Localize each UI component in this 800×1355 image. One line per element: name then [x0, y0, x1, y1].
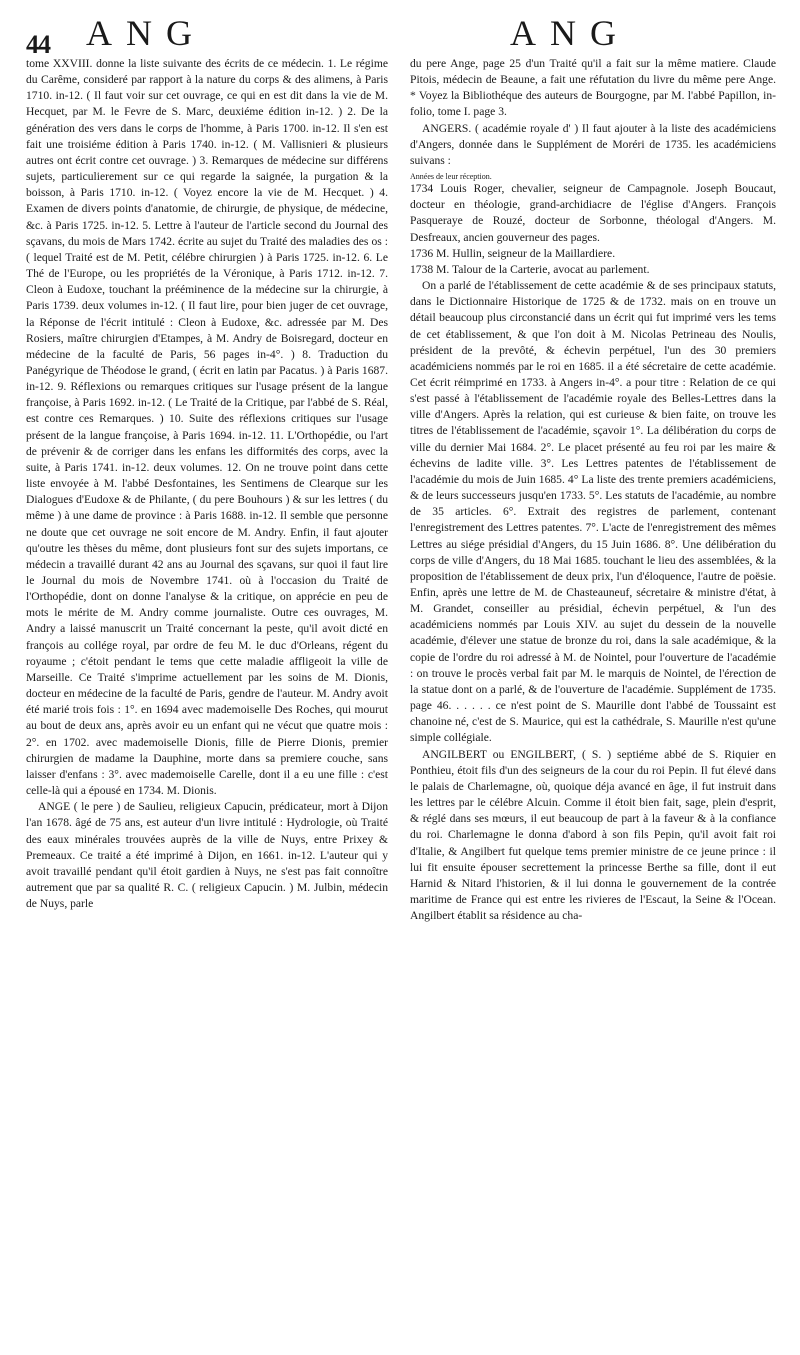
right-paragraph-ange-cont: du pere Ange, page 25 d'un Traité qu'il a fait sur la même matiere. Claude Pitois, médecin de Beaune, a fait une réfutation du livre du même pere Ange. * Voyez la Bibliothéque des auteurs de Bourgogne, par M. l'abbé Papillon, in-folio, tome I. page 3.: [410, 57, 776, 119]
left-paragraph-andry: tome XXVIII. donne la liste suivante des écrits de ce médecin. 1. Le régime du Carême, consideré par rapport à la nature du corps & des alimens, à Paris 1710. in-12. ( Il faut voir sur cet ouvrage, ce qui en est dit dans la vie de M. Hecquet, par M. le Fevre de S. Marc, deuxiéme édition in-12. ) 2. De la génération des vers dans le corps de l'homme, à Paris 1700. in-12. Il s'en est fait une troisiéme édition à Paris 1740. in-12. ( M. Vallisnieri & plusieurs autres ont écrit contre cet ouvrage. ) 3. Remarques de médecine sur différens sujets, particulierement sur ce qui regarde la saignée, la purgation & la boisson, à Paris 1710. in-12. ( Voyez encore la vie de M. Hecquet. ) 4. Examen de divers points d'anatomie, de chirurgie, de physique, de médecine, &c. à Paris 1725. in-12. 5. Lettre à l'auteur de l'article second du Journal des sçavans, du mois de Mars 1742. écrite au sujet du Traité des maladies des os : ( lequel Traité est de M. Petit, célébre chirurgien ) à Paris 1725. in-12. 6. Le Thé de l'Europe, ou les propriétés de la Véronique, à Paris 1712. in-12. 7. Cleon à Eudoxe, touchant la prééminence de la médecine sur la chirurgie, à Paris 1739. deux volumes in-12. ( Il faut lire, pour bien juger de cet ouvrage, la Réponse de l'écrit intitulé : Cleon à Eudoxe, &c. adressée par M. Des Rosiers, maître chirurgien d'Etampes, à M. Andry de Boisregard, docteur en médecine de la faculté de Paris, 56 pages in-4°. ) 8. Traduction du Panégyrique de Théodose le grand, ( écrit en latin par Pacatus. ) à Paris 1687. in-12. 9. Réflexions ou remarques critiques sur l'usage présent de la langue françoise, à Paris 1692. in-12. ( Le Traité de la Critique, par l'abbé de S. Réal, est contre ces Remarques. ) 10. Suite des réflexions critiques sur l'usage présent de la langue françoise, à Paris 1694. in-12. 11. L'Orthopédie, ou l'art de prévenir & de corriger dans les enfans les difformités des corps, avec la suite, à Paris 1741. in-12. deux volumes. 12. On ne trouve point dans cette liste envoyée à M. l'abbé Desfontaines, les Sentimens de Clearque sur les Dialogues d'Eudoxe & de Philante, ( du pere Bouhours ) & sur les lettres ( du même ) à une dame de province : à Paris 1688. in-12. Il semble que personne ne doute que cet ouvrage ne soit encore de M. Andry. Enfin, il faut ajouter qu'outre les thèses du même, dont plusieurs font sur des sujets importans, ce médecin a travaillé durant 42 ans au Journal des sçavans, sur quoi il faut lire le Journal du mois de Novembre 1741. où à l'occasion du Traité de l'Orthopédie, dont on donne l'analyse & la critique, on apprécie en peu de mots le mérite de M. Andry comme journaliste. Outre ces ouvrages, M. Andry a laissé manuscrit un Traité concernant la peste, qu'il avoit dicté en françois au collége royal, par ordre de feu M. le duc d'Orleans, régent du royaume ; c'étoit pendant le tems que cette maladie affligeoit la ville de Marseille. Ce Traité s'imprime actuellement par les soins de M. Dionis, docteur en médecine de la faculté de Paris, gendre de l'auteur. M. Andry avoit été marié trois fois : 1°. en 1694 avec mademoiselle Des Roches, qui mourut au bout de deux ans, après avoir eu un enfant qui ne vécut que quatre mois : 2°. en 1702. avec mademoiselle Dionis, fille de Pierre Dionis, premier chirurgien de madame la Dauphine, morte dans sa premiere couche, sans laisser d'enfans : 3°. avec mademoiselle Carelle, dont il a eu une fille : c'est celle-là qui a épousé en 1734. M. Dionis.: [26, 57, 388, 798]
right-column: [410, 56, 776, 924]
right-paragraph-academie: On a parlé de l'établissement de cette académie & de ses principaux statuts, dans le Dictionnaire Historique de 1725 & de 1732. mais on en trouve un détail beaucoup plus circonstancié dans un écrit qui fut imprimé vers les tems de cet établissement, & que l'on doit à M. Nicolas Petrineau des Noulis, président de la prevôté, & échevin perpétuel, l'un des 30 premiers académiciens nommés par le roi en 1685. il a été sécretaire de cette académie. Cet écrit réimprimé en 1733. à Angers in-4°. a pour titre : Relation de ce qui s'est passé à l'établissement de l'académie royale des Belles-Lettres dans la ville d'Angers. Après la relation, qui est curieuse & bien faite, on trouve les titres de l'établissement de l'académie, sçavoir 1°. La délibération du corps de ville du dernier Mai 1684. 2°. Le placet présenté au feu roi par les maire & échevins de ladite ville. 3°. Les Lettres patentes de l'établissement de l'académie du mois de Juin 1685. 4° La liste des trente premiers académiciens, & de leurs successeurs jusqu'en 1733. 5°. Les statuts de l'académie, au nombre de 35 articles. 6°. Extrait des registres de parlement, contenant l'enregistrement des Lettres patentes. 7°. L'acte de l'enregistrement des mêmes Lettres au siége présidial d'Angers, du 15 Juin 1686. 8°. Une délibération du corps de ville d'Angers, du 18 Mai 1685. touchant le lieu des assemblées, & la proposition de l'établissement de deux prix, l'un d'éloquence, l'autre de poësie. Enfin, après une lettre de M. de Chasteauneuf, sécretaire & ministre d'état, à M. Grandet, conseiller au présidial, échevin perpétuel, & l'un des académiciens nommés par Louis XIV. au sujet du dessein de la nouvelle académie, d'élever une statue de bronze du roi, dans la sale académique, & la copie de l'ordre du roi adressé à M. de Nointel, pour l'ouverture de l'académie : on trouve le procès verbal fait par M. le marquis de Nointel, de l'érection de la statue dont on a parlé, & de l'ouverture de l'académie. Supplément de 1735. page 46. . . . . . ce n'est point de S. Maurille dont l'abbé de Toussaint est chanoine né, c'est de S. Maurice, qui est la cathédrale, S. Maurille n'est qu'une simple collégiale.: [410, 279, 776, 745]
page: [26, 8, 782, 1348]
margin-note: Années de leur réception.: [410, 172, 492, 182]
member-text: Louis Roger, chevalier, seigneur de Campagnole. Joseph Boucaut, docteur en théologie, grand-archidiacre de l'église d'Angers. François Pasqueraye de Rouzé, docteur de Sorbonne, théologal d'Angers. M. Desfreaux, ancien gouverneur des pages.: [410, 182, 776, 244]
left-paragraph-ange: ANGE ( le pere ) de Saulieu, religieux Capucin, prédicateur, mort à Dijon l'an 1678. âgé de 75 ans, est auteur d'un livre intitulé : Hydrologie, où Traité des eaux minérales trouvées auprès de la ville de Nuys, entre Prixey & Premeaux. Ce traité a été imprimé à Dijon, en 1661. in-12. L'auteur qui y avoit travaillé pendant qu'il étoit gardien à Nuys, ne s'est pas fait connoître autrement que par sa qualité R. C. ( religieux Capucin. ) M. Julbin, médecin de Nuys, parle: [26, 800, 388, 911]
member-year: 1738: [410, 262, 434, 276]
member-entry: [410, 246, 776, 262]
page-number: 44: [26, 30, 50, 59]
member-year: 1736: [410, 246, 434, 260]
left-column: [26, 56, 388, 912]
member-year: 1734: [410, 182, 434, 196]
right-paragraph-angers: ANGERS. ( académie royale d' ) Il faut ajouter à la liste des académiciens d'Angers, donnée dans le Supplément de Moréri de 1735. les académiciens suivans :: [410, 121, 776, 167]
member-text: M. Hullin, seigneur de la Maillardiere.: [436, 246, 616, 260]
member-text: M. Talour de la Carterie, avocat au parlement.: [436, 262, 650, 276]
member-entry: [410, 262, 776, 278]
member-entry: [410, 181, 776, 246]
running-head-right: ANG: [510, 13, 630, 53]
right-paragraph-angilbert: ANGILBERT ou ENGILBERT, ( S. ) septiéme abbé de S. Riquier en Ponthieu, étoit fils d'un des seigneurs de la cour du roi Pepin. Il fut élevé dans le palais de Charlemagne, où, quoique déja avancé en âge, il fut instruit dans les lettres par le célébre Alcuin. Comme il étoit bien fait, sage, plein d'esprit, & réglé dans ses mœurs, il eut beaucoup de part à la faveur & à la confiance du roi. Charlemagne le donna d'abord à son fils Pepin, qu'il avoit fait roi d'Italie, & Angilbert fut quelque tems premier ministre de ce jeune prince : il lui fit ensuite épouser secrettement la princesse Berthe sa fille, dont il eut Harnid & Nitard l'historien, & il lui donna le gouvernement de la contrée maritime de France qui est entre les rivieres de l'Escaut, la Seine & l'Ocean. Angilbert établit sa résidence au cha-: [410, 747, 776, 923]
page-header: [26, 8, 782, 58]
running-head-left: ANG: [86, 13, 206, 53]
